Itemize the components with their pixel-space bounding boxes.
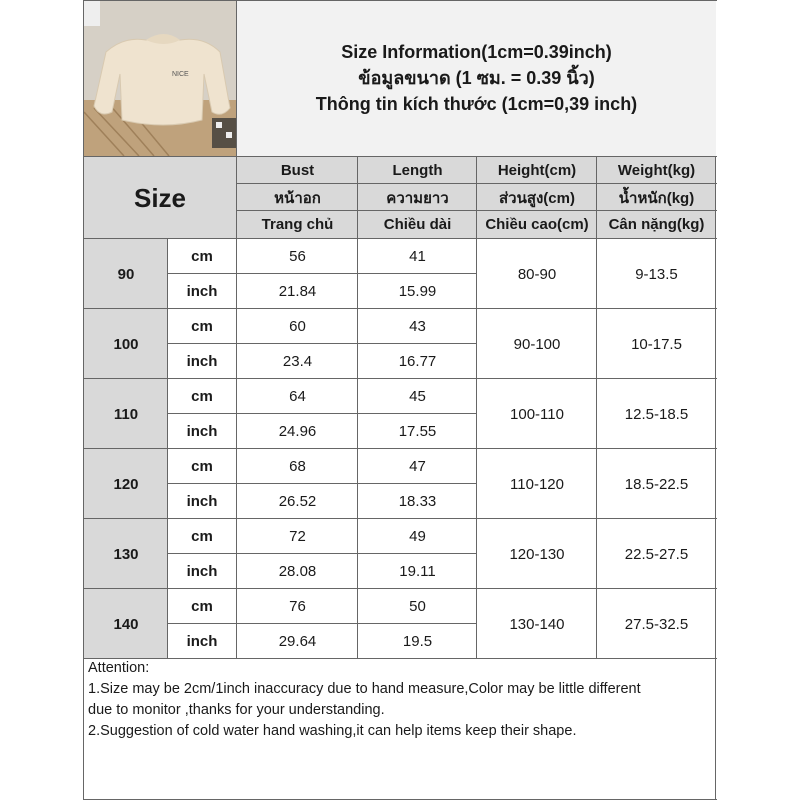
bust-inch-value: 28.08 — [278, 563, 317, 580]
grid-line — [167, 623, 477, 624]
attention-line-3: 2.Suggestion of cold water hand washing,it can help items keep their shape. — [88, 723, 577, 739]
column-header-3-vi: Cân nặng(kg) — [597, 211, 716, 238]
size-value: 120 — [84, 449, 168, 519]
unit-cm-label: cm — [191, 248, 213, 265]
bust-inch-value: 21.84 — [278, 283, 317, 300]
length-inch-value: 19.11 — [399, 563, 436, 580]
weight-range-value: 10-17.5 — [631, 335, 682, 353]
bust-inch-value: 24.96 — [278, 423, 317, 440]
height-range-value: 110-120 — [510, 475, 564, 493]
grid-line — [83, 518, 717, 519]
column-header-2-vi: Chiều cao(cm) — [477, 211, 597, 238]
unit-cm-label: cm — [191, 388, 213, 405]
bust-cm-value: 56 — [289, 248, 306, 265]
grid-line — [236, 157, 237, 659]
header-title-th: ข้อมูลขนาด (1 ซม. = 0.39 นิ้ว) — [358, 68, 595, 88]
bust-inch-value: 23.4 — [282, 353, 313, 370]
sweater-illustration — [84, 0, 236, 156]
size-value: 140 — [84, 589, 168, 659]
grid-line — [167, 343, 477, 344]
length-cm-value: 43 — [409, 318, 426, 335]
grid-line — [476, 157, 477, 659]
unit-inch-label: inch — [186, 423, 218, 440]
bust-inch-value: 29.64 — [278, 633, 317, 650]
grid-line — [167, 413, 477, 414]
unit-inch-label: inch — [186, 563, 218, 580]
length-inch-value: 16.77 — [398, 353, 437, 370]
column-header-3-en: Weight(kg) — [597, 157, 716, 184]
height-range-value: 120-130 — [509, 545, 565, 563]
bust-cm-value: 76 — [289, 598, 306, 615]
length-cm-value: 45 — [409, 388, 426, 405]
size-value: 100 — [84, 309, 168, 379]
grid-line — [167, 239, 168, 659]
size-value: 90 — [84, 239, 168, 309]
attention-line-1: 1.Size may be 2cm/1inch inaccuracy due to hand measure,Color may be little different — [88, 681, 641, 697]
grid-line — [715, 157, 716, 659]
sweater-print-text: NICE — [172, 71, 189, 78]
grid-line — [357, 157, 358, 659]
size-information-header — [237, 0, 716, 157]
header-title-en: Size Information(1cm=0.39inch) — [341, 42, 612, 62]
height-range-value: 130-140 — [509, 615, 565, 633]
unit-cm-label: cm — [191, 598, 213, 615]
attention-title: Attention: — [88, 660, 150, 676]
column-header-3-th: น้ำหนัก(kg) — [597, 184, 716, 211]
bust-cm-value: 72 — [289, 528, 306, 545]
size-value: 130 — [84, 519, 168, 589]
grid-line — [83, 156, 717, 157]
weight-range-value: 18.5-22.5 — [624, 475, 689, 493]
grid-line — [236, 0, 237, 157]
grid-line — [83, 378, 717, 379]
column-header-2-th: ส่วนสูง(cm) — [477, 184, 597, 211]
attention-line-2: due to monitor ,thanks for your understanding. — [88, 702, 385, 718]
grid-line — [83, 0, 717, 1]
grid-line — [83, 238, 717, 239]
bust-cm-value: 68 — [289, 458, 306, 475]
unit-inch-label: inch — [186, 353, 218, 370]
length-cm-value: 49 — [409, 528, 426, 545]
column-header-2-en: Height(cm) — [477, 157, 597, 184]
column-header-0-th: หน้าอก — [237, 184, 358, 211]
length-inch-value: 19.5 — [402, 633, 433, 650]
size-value: 110 — [84, 379, 168, 449]
height-range-value: 80-90 — [517, 265, 557, 283]
attention-notes — [88, 658, 712, 742]
column-header-0-en: Bust — [237, 157, 358, 184]
height-range-value: 100-110 — [510, 405, 564, 423]
grid-line — [83, 588, 717, 589]
weight-range-value: 12.5-18.5 — [624, 405, 689, 423]
unit-inch-label: inch — [186, 633, 218, 650]
grid-line — [167, 553, 477, 554]
column-header-1-th: ความยาว — [358, 184, 477, 211]
length-cm-value: 47 — [409, 458, 426, 475]
bust-cm-value: 60 — [289, 318, 306, 335]
weight-range-value: 27.5-32.5 — [624, 615, 689, 633]
unit-cm-label: cm — [191, 318, 213, 335]
column-header-1-en: Length — [358, 157, 477, 184]
column-header-1-vi: Chiều dài — [358, 211, 477, 238]
height-range-value: 90-100 — [513, 335, 561, 353]
bust-cm-value: 64 — [289, 388, 306, 405]
weight-range-value: 9-13.5 — [635, 265, 678, 283]
unit-inch-label: inch — [186, 283, 218, 300]
product-photo — [84, 0, 236, 156]
length-cm-value: 50 — [409, 598, 426, 615]
grid-line — [167, 273, 477, 274]
length-cm-value: 41 — [409, 248, 426, 265]
header-title-vi: Thông tin kích thước (1cm=0,39 inch) — [315, 94, 638, 114]
length-inch-value: 15.99 — [398, 283, 437, 300]
unit-cm-label: cm — [191, 458, 213, 475]
length-inch-value: 18.33 — [398, 493, 437, 510]
length-inch-value: 17.55 — [398, 423, 437, 440]
bust-inch-value: 26.52 — [278, 493, 317, 510]
grid-line — [83, 308, 717, 309]
unit-inch-label: inch — [186, 493, 218, 510]
unit-cm-label: cm — [191, 528, 213, 545]
grid-line — [596, 157, 597, 659]
column-header-0-vi: Trang chủ — [237, 211, 358, 238]
weight-range-value: 22.5-27.5 — [624, 545, 689, 563]
size-header-cell: Size — [84, 157, 236, 239]
grid-line — [167, 483, 477, 484]
grid-line — [83, 448, 717, 449]
